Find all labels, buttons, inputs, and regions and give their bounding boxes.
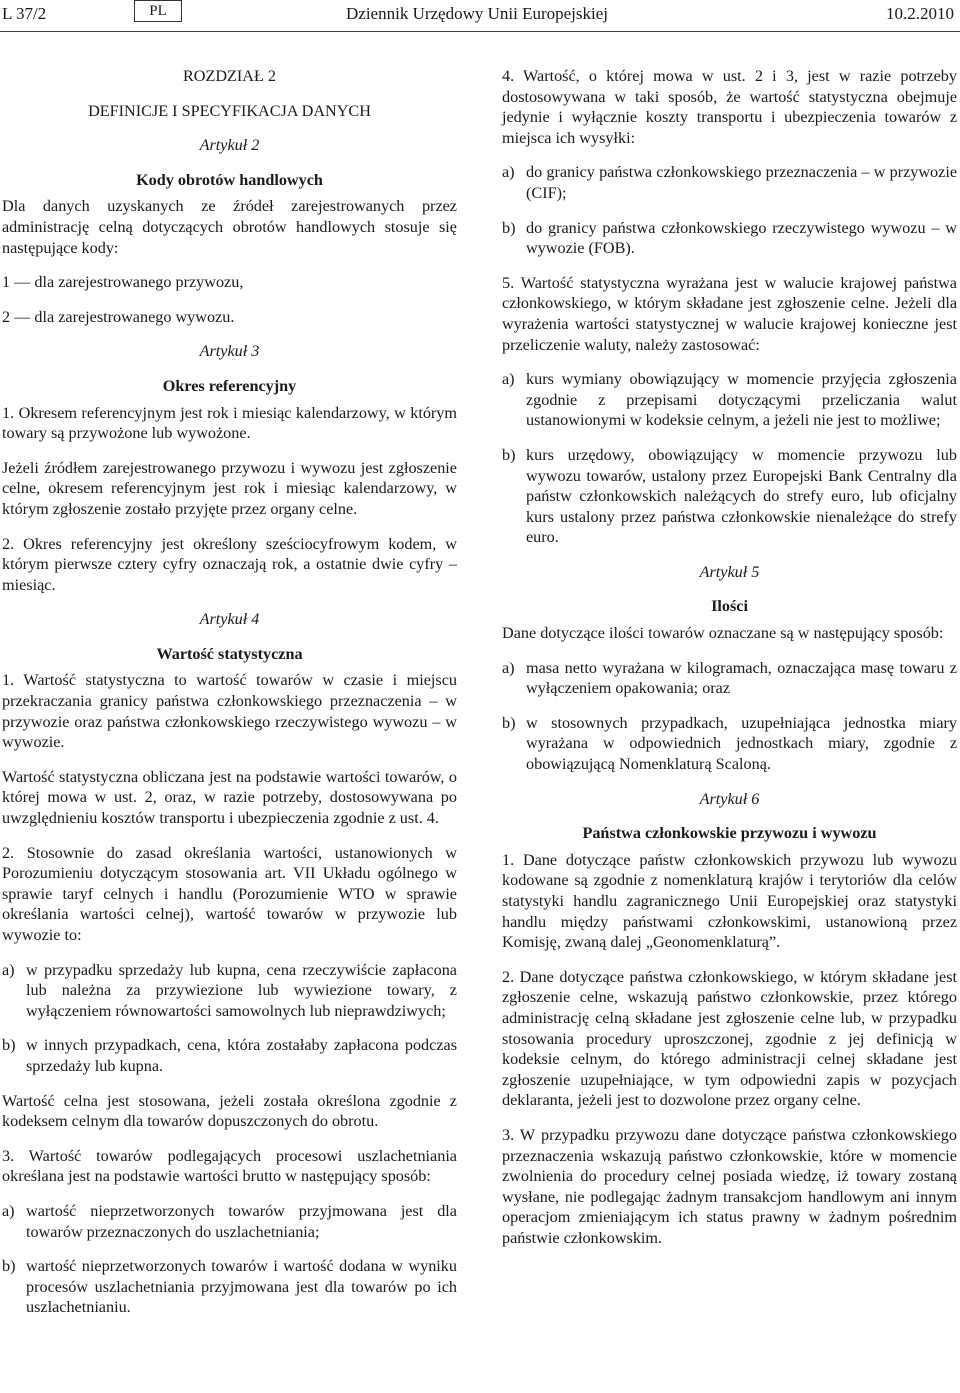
paragraph: Dla danych uzyskanych ze źródeł zarejestrowanych przez administrację celną dotyczących obrotów handlowych stosuje się następujące kody: (2, 197, 457, 257)
paragraph: 2. Okres referencyjny jest określony sześciocyfrowym kodem, w którym pierwsze cztery cyfry oznaczają rok, a ostatnie dwie cyfry – miesiąc. (2, 534, 457, 594)
list-item-label: a) (502, 370, 515, 389)
article-6-heading: Artykuł 6 (699, 789, 760, 808)
list-item (2, 960, 457, 1022)
header-divider (0, 31, 960, 32)
list-item-label: b) (502, 218, 516, 237)
code-item: 2 — dla zarejestrowanego wywozu. (2, 307, 235, 326)
list-item-text: wartość nieprzetworzonych towarów i wartość dodana w wyniku procesów uszlachetniania przyjmowana jest dla towarów po ich uszlachetnianiu. (26, 1257, 457, 1317)
page-header (0, 0, 960, 30)
list-item-label: b) (502, 445, 516, 464)
article-5-title: Ilości (711, 597, 748, 616)
article-2-heading: Artykuł 2 (199, 136, 260, 155)
list-item-label: a) (502, 658, 515, 677)
language-badge: PL (134, 0, 182, 22)
paragraph: Wartość statystyczna obliczana jest na podstawie wartości towarów, o której mowa w ust. 2, oraz, w razie potrzeby, dostosowywana po uwzględnieniu kosztów transportu i ubezpieczenia zgodnie z ust. 4. (2, 767, 457, 828)
paragraph: 1. Wartość statystyczna to wartość towarów w czasie i miejscu przekraczania granicy państwa członkowskiego przeznaczenia – w przywozie oraz państwa członkowskiego rzeczywistego wywozu – w wywozie. (2, 671, 457, 752)
journal-title: Dziennik Urzędowy Unii Europejskiej (346, 4, 609, 23)
paragraph: Jeżeli źródłem zarejestrowanego przywozu i wywozu jest zgłoszenie celne, okresem referencyjnym jest rok i miesiąc kalendarzowy, w którym zgłoszenie zostało przyjęte przez organy celne. (2, 458, 457, 518)
list-item-text: kurs wymiany obowiązujący w momencie przyjęcia zgłoszenia zgodnie z przepisami dotyczącymi przeliczania walut ustanowionymi w kodeksie celnym, a jeżeli nie jest to możliwe; (526, 370, 957, 430)
right-column (502, 66, 957, 1249)
list-item-label: a) (502, 163, 515, 182)
list-item-text: do granicy państwa członkowskiego przeznaczenia – w przywozie (CIF); (526, 163, 957, 202)
list-item-label: b) (2, 1257, 16, 1276)
paragraph: 3. W przypadku przywozu dane dotyczące państwa członkowskiego przeznaczenia wskazują państwo członkowskie, które w momencie zwolnienia do procedury celnej posiada wiedzę, iż towary zostaną wysłane, nie podlegając żadnym transakcjom handlowym ani innym operacjom zmieniającym ich status prawny w żadnym pośrednim państwie członkowskim. (502, 1125, 957, 1247)
article-6-title: Państwa członkowskie przywozu i wywozu (582, 824, 877, 843)
chapter-number: ROZDZIAŁ 2 (182, 67, 277, 85)
list-item (502, 162, 957, 203)
paragraph: Wartość celna jest stosowana, jeżeli została określona zgodnie z kodeksem celnym dla towarów dopuszczonych do obrotu. (2, 1091, 457, 1131)
list-item (2, 1035, 457, 1076)
code-item: 1 — dla zarejestrowanego przywozu, (2, 273, 244, 292)
list-item-text: kurs urzędowy, obowiązujący w momencie przywozu lub wywozu towarów, ustalony przez Europejski Bank Centralny dla państw członkowskich należących do strefy euro, lub oficjalny kurs ustalony przez państwa członkowskie nienależące do strefy euro. (526, 445, 957, 547)
paragraph: 3. Wartość towarów podlegających procesowi uszlachetniania określana jest na podstawie wartości brutto w następujący sposób: (2, 1146, 457, 1186)
article-4-heading: Artykuł 4 (199, 610, 260, 629)
article-3-heading: Artykuł 3 (199, 342, 260, 361)
article-2-title: Kody obrotów handlowych (136, 170, 323, 189)
article-5-heading: Artykuł 5 (699, 562, 760, 581)
list-item-label: a) (2, 1201, 15, 1220)
list-item (502, 445, 957, 548)
list-item-text: w stosownych przypadkach, uzupełniająca jednostka miary wyrażana w odpowiednich jednostkach miary, zgodnie z obowiązującą Nomenklaturą Scaloną. (526, 713, 957, 774)
list-item-text: wartość nieprzetworzonych towarów przyjmowana jest dla towarów przeznaczonych do uszlachetniania; (26, 1201, 457, 1241)
list-item-label: b) (2, 1036, 16, 1055)
list-item-text: masa netto wyrażana w kilogramach, oznaczająca masę towaru z wyłączeniem opakowania; oraz (526, 658, 957, 698)
chapter-title: DEFINICJE I SPECYFIKACJA DANYCH (88, 101, 371, 120)
paragraph: 5. Wartość statystyczna wyrażana jest w walucie krajowej państwa członkowskiego, w którym składane jest zgłoszenie celne. Jeżeli dla wyrażenia wartości statystycznej w walucie krajowej konieczne jest przeliczenie waluty, należy zastosować: (502, 273, 957, 354)
list-item (2, 1201, 457, 1242)
list-item-text: do granicy państwa członkowskiego rzeczywistego wywozu – w wywozie (FOB). (526, 218, 957, 258)
list-item-text: w innych przypadkach, cena, która zostałaby zapłacona podczas sprzedaży lub kupna. (26, 1036, 457, 1075)
paragraph: 1. Dane dotyczące państw członkowskich przywozu lub wywozu kodowane są zgodnie z nomenklaturą krajów i terytoriów dla celów statystyki handlu zagranicznego Unii Europejskiej oraz statystyki handlu między państwami członkowskimi, ustanowioną przez Komisję, zwaną dalej „Geonomenklaturą”. (502, 850, 957, 952)
list-item (502, 658, 957, 699)
list-item (2, 1256, 457, 1318)
page-reference: L 37/2 (2, 4, 47, 23)
publication-date: 10.2.2010 (886, 4, 954, 23)
list-item (502, 369, 957, 431)
paragraph: 2. Dane dotyczące państwa członkowskiego, w którym składane jest zgłoszenie celne, wskazują państwo członkowskie, przez którego administrację celną składane jest zgłoszenie celne lub, w przypadku stosowania procedury uproszczonej, zgodnie z jej definicją w kodeksie celnym, do którego administracji celnej składane jest zgłoszenie uzupełniające, w tym odpowiedni zapis w pozycjach deklaranta, jeżeli jest to dozwolone przez organy celne. (502, 967, 957, 1110)
paragraph: Dane dotyczące ilości towarów oznaczane są w następujący sposób: (502, 624, 944, 643)
list-item-label: b) (502, 713, 516, 732)
left-column (2, 66, 457, 1318)
list-item-text: w przypadku sprzedaży lub kupna, cena rzeczywiście zapłacona lub należna za przywiezione lub wywiezione towary, z wyłączeniem równowartości samowolnych lub nieprawdziwych; (26, 960, 457, 1020)
list-item-label: a) (2, 960, 15, 979)
article-3-title: Okres referencyjny (162, 376, 297, 395)
list-item (502, 218, 957, 259)
paragraph: 2. Stosownie do zasad określania wartości, ustanowionych w Porozumieniu dotyczącym stosowania art. VII Układu ogólnego w sprawie taryf celnych i handlu (Porozumienie WTO w sprawie określania wartości celnej), wartość towarów w przywozie lub wywozie to: (2, 843, 457, 944)
article-4-title: Wartość statystyczna (156, 644, 303, 663)
paragraph: 1. Okresem referencyjnym jest rok i miesiąc kalendarzowy, w którym towary są przywożone lub wywożone. (2, 403, 457, 443)
paragraph: 4. Wartość, o której mowa w ust. 2 i 3, jest w razie potrzeby dostosowywana w taki sposób, że wartość statystyczna obejmuje jedynie i wyłącznie koszty transportu i ubezpieczenia towarów z miejsca ich wysyłki: (502, 67, 957, 147)
list-item (502, 713, 957, 775)
